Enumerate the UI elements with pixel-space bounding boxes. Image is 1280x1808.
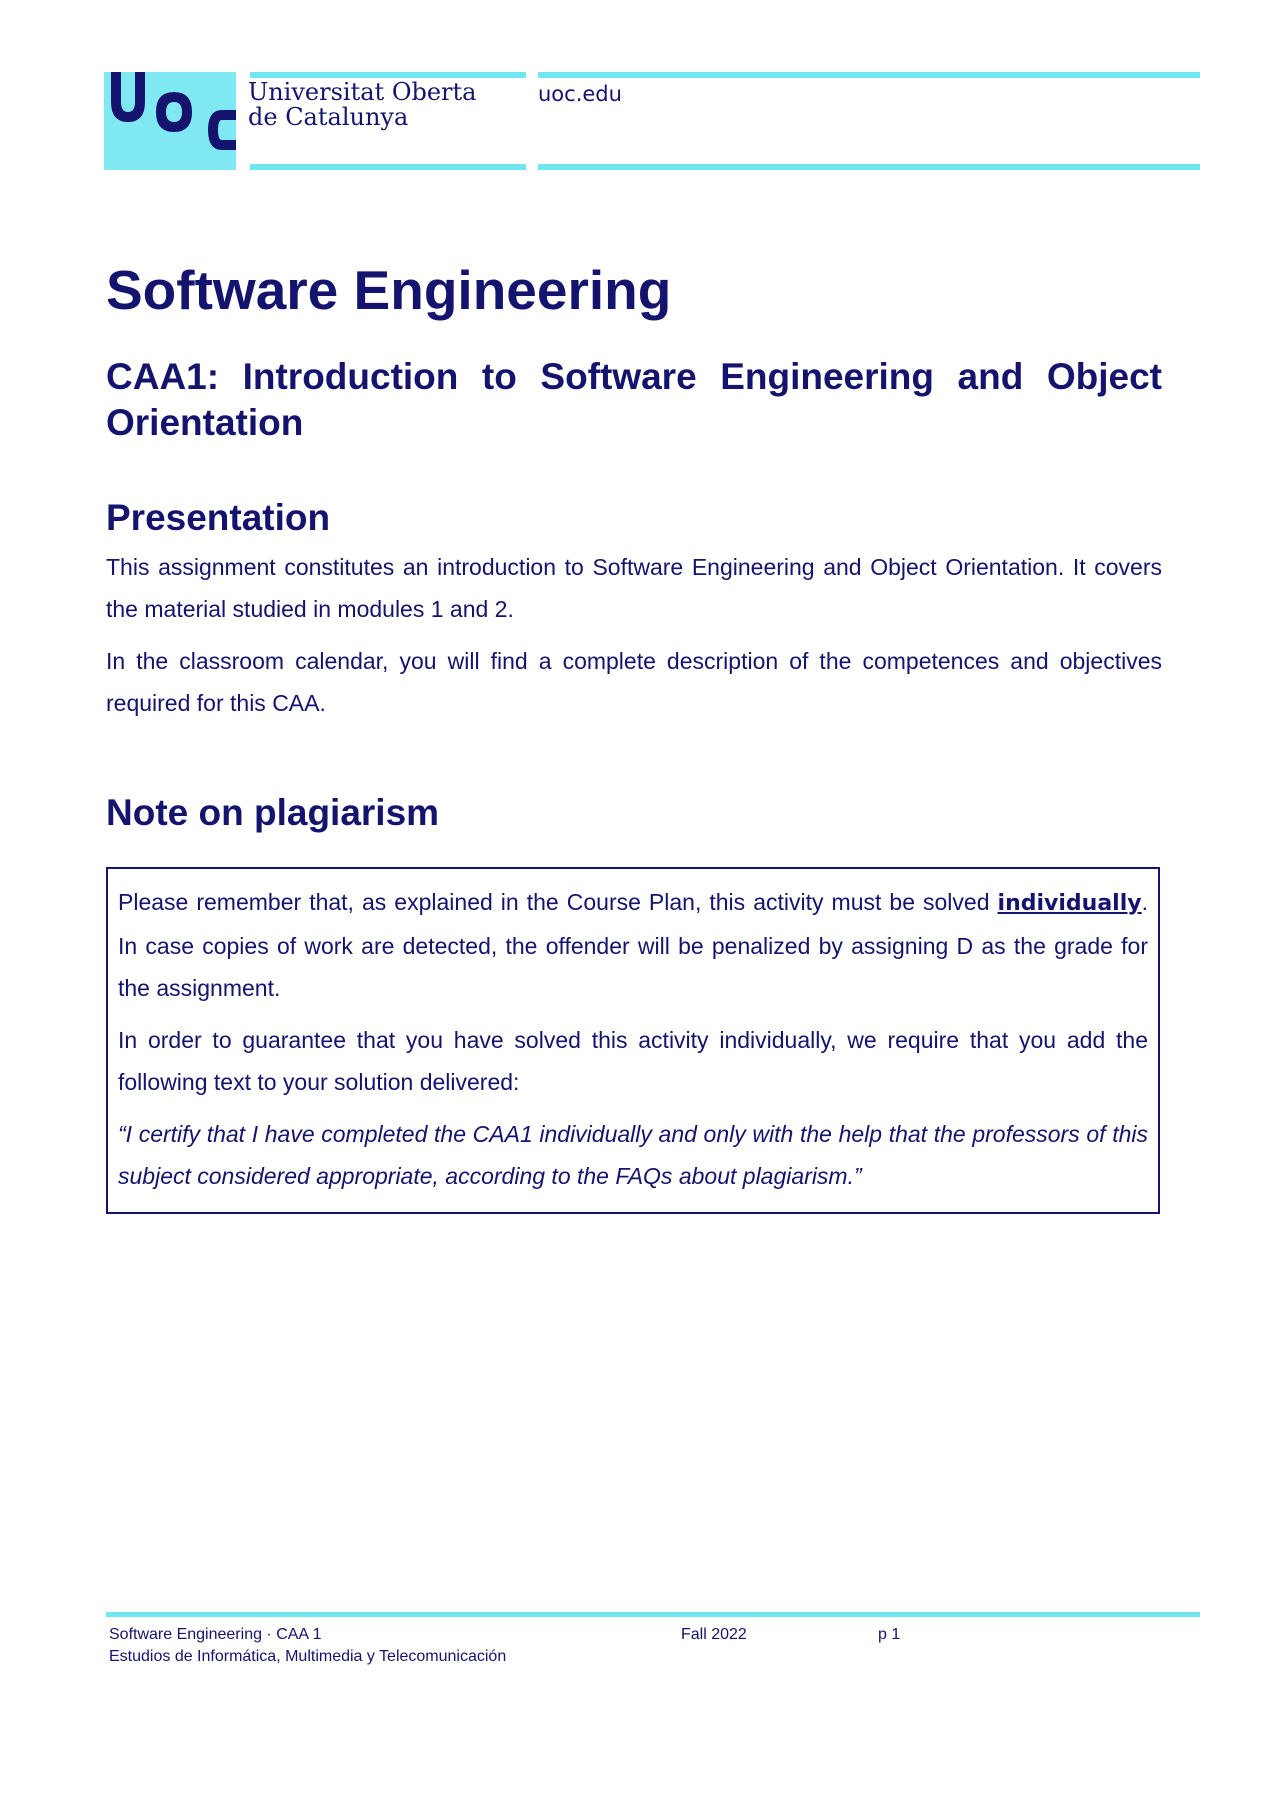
footer-department: Estudios de Informática, Multimedia y Telecomunicación <box>109 1648 507 1665</box>
university-name <box>248 80 476 130</box>
university-name-line2: de Catalunya <box>248 103 409 131</box>
footer-term: Fall 2022 <box>681 1626 747 1643</box>
plagiarism-notice-box <box>106 867 1160 1214</box>
plagiarism-text-before: Please remember that, as explained in the Course Plan, this activity must be solved <box>118 889 998 915</box>
individually-emphasis: individually <box>997 891 1142 916</box>
document-title: Software Engineering <box>106 259 672 321</box>
presentation-paragraph-1: This assignment constitutes an introduction to Software Engineering and Object Orientation. It covers the material studied in modules 1 and 2. <box>106 554 1162 622</box>
plagiarism-paragraph-2: In order to guarantee that you have solved this activity individually, we require that you add the following text to your solution delivered: <box>118 1027 1148 1095</box>
header-rule-bottom-right <box>538 164 1200 170</box>
header-rule-top-right <box>538 72 1200 78</box>
presentation-heading: Presentation <box>106 497 331 538</box>
presentation-paragraph-2: In the classroom calendar, you will find a complete description of the competences and objectives required for this CAA. <box>106 648 1162 716</box>
plagiarism-text-after: . In case copies of work are detected, the offender will be penalized by assigning D as the grade for the assignment. <box>118 889 1148 1001</box>
plagiarism-heading: Note on plagiarism <box>106 792 440 833</box>
uoc-logo <box>104 72 236 170</box>
footer-course: Software Engineering · CAA 1 <box>109 1626 322 1643</box>
header-rule-bottom-left <box>250 164 526 170</box>
document-subtitle: CAA1: Introduction to Software Engineering and Object Orientation <box>106 356 1162 443</box>
certification-quote: “I certify that I have completed the CAA1 individually and only with the help that the professors of this subject considered appropriate, according to the FAQs about plagiarism.” <box>118 1121 1148 1189</box>
footer-page-number: p 1 <box>878 1626 901 1643</box>
university-name-line1: Universitat Oberta <box>248 78 477 106</box>
website-link[interactable]: uoc.edu <box>538 82 622 106</box>
plagiarism-paragraph-1 <box>118 881 1148 1009</box>
footer-rule <box>106 1612 1200 1617</box>
